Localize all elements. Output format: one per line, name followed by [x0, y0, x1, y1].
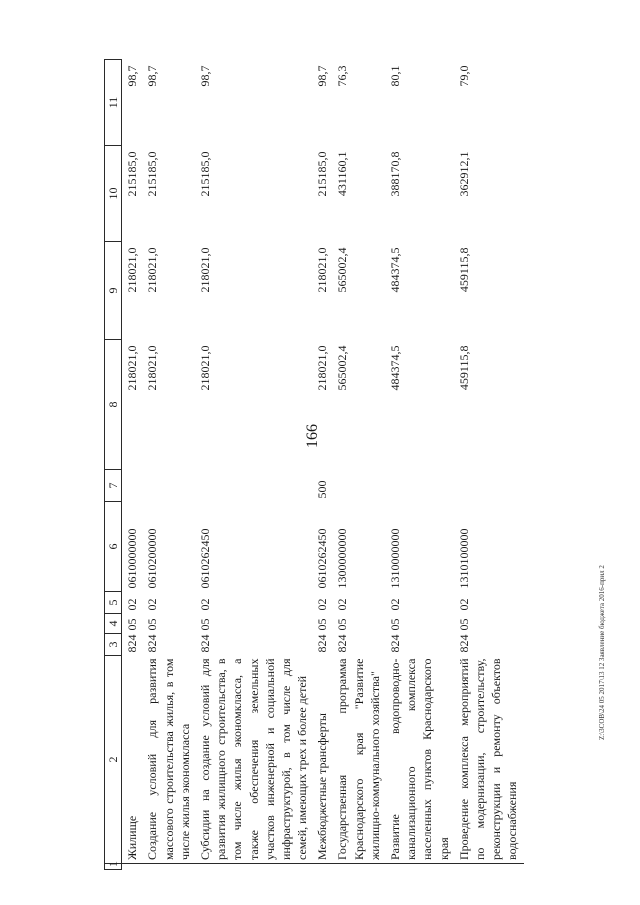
cell-plan: 565002,4	[335, 345, 350, 391]
table-row	[122, 60, 144, 870]
cell-pct: 80,1	[388, 65, 402, 87]
cell-name: Субсидии на создание условий для развития жилищного строительства, в том числе жилья экономкласса, а также обеспечения земельных участков инженерной и социальной инфраструктурой, в том числе для семей, имеющих трех и более детей	[196, 656, 313, 864]
cell-csr: 0610200000	[145, 528, 160, 589]
cell-plan: 218021,0	[145, 345, 160, 391]
table-row	[455, 60, 524, 870]
cell-pr: 02	[197, 598, 212, 611]
cell-csr: 1310100000	[456, 528, 471, 589]
cell-plan: 459115,8	[456, 345, 471, 391]
table-row	[386, 60, 455, 870]
cell-blank	[386, 864, 455, 870]
cell-vr	[333, 470, 386, 502]
cell-blank	[313, 864, 333, 870]
cell-plan: 218021,0	[197, 345, 212, 391]
cell-isp: 215185,0	[197, 151, 212, 197]
header-col-4: 4	[105, 614, 122, 634]
cell-utv: 218021,0	[145, 247, 160, 293]
header-col-10: 10	[105, 146, 122, 242]
table-row	[143, 60, 196, 870]
header-col-7: 7	[105, 470, 122, 502]
table-header	[105, 60, 122, 870]
header-col-2: 2	[105, 656, 122, 864]
cell-plan: 484374,5	[388, 345, 402, 391]
cell-name: Создание условий для развития массового строительства жилья, в том числе жилья экономкласса	[143, 656, 196, 864]
cell-name: Развитие водопроводно-канализационного комплекса населенных пунктов Краснодарского края	[386, 656, 455, 864]
page-number: 166	[304, 424, 321, 448]
table-row	[333, 60, 386, 870]
table-row	[313, 60, 333, 870]
cell-ved: 824	[315, 634, 330, 653]
header-col-6: 6	[105, 502, 122, 592]
cell-rz: 05	[197, 618, 212, 631]
cell-isp: 215185,0	[125, 151, 140, 197]
cell-utv: 565002,4	[335, 247, 350, 293]
cell-rz: 05	[145, 618, 160, 631]
header-col-1: 1	[105, 864, 122, 870]
cell-isp: 431160,1	[335, 151, 350, 197]
header-col-5: 5	[105, 592, 122, 614]
cell-vr	[122, 470, 144, 502]
cell-blank	[196, 864, 313, 870]
cell-vr	[455, 470, 524, 502]
cell-pr: 02	[335, 598, 350, 611]
cell-isp: 215185,0	[315, 151, 330, 197]
cell-blank	[455, 864, 524, 870]
cell-name: Проведение комплекса мероприятий по модернизации, строительству, реконструкции и ремонту объектов водоснабжения	[455, 656, 524, 864]
cell-blank	[122, 864, 144, 870]
cell-ved: 824	[335, 634, 350, 653]
budget-table	[104, 59, 524, 870]
cell-rz: 05	[125, 618, 140, 631]
cell-rz: 05	[456, 618, 471, 631]
cell-pr: 02	[125, 598, 140, 611]
cell-ved: 824	[197, 634, 212, 653]
header-col-8: 8	[105, 340, 122, 470]
header-col-11: 11	[105, 60, 122, 146]
cell-pct: 98,7	[125, 65, 140, 87]
header-row	[105, 60, 122, 870]
cell-csr: 1310000000	[388, 528, 402, 589]
cell-utv: 218021,0	[197, 247, 212, 293]
cell-pr: 02	[456, 598, 471, 611]
table-body	[122, 60, 524, 870]
header-col-9: 9	[105, 242, 122, 340]
cell-isp: 362912,1	[456, 151, 471, 197]
cell-vr	[143, 470, 196, 502]
cell-ved: 824	[456, 634, 471, 653]
cell-plan: 218021,0	[125, 345, 140, 391]
footer-file-path: Z:\3COB\24 05 2017\13 12 Заявление бюджета 2016-прил 2	[598, 565, 606, 740]
cell-isp: 215185,0	[145, 151, 160, 197]
cell-blank	[333, 864, 386, 870]
cell-rz: 05	[315, 618, 330, 631]
table-row	[196, 60, 313, 870]
cell-plan: 218021,0	[315, 345, 330, 391]
cell-pct: 98,7	[197, 65, 212, 87]
header-col-3: 3	[105, 634, 122, 656]
cell-csr: 1300000000	[335, 528, 350, 589]
cell-utv: 218021,0	[125, 247, 140, 293]
cell-ved: 824	[145, 634, 160, 653]
cell-rz: 05	[388, 618, 402, 631]
cell-rz: 05	[335, 618, 350, 631]
cell-utv: 459115,8	[456, 247, 471, 293]
cell-pr: 02	[388, 598, 402, 611]
cell-csr: 0610000000	[125, 528, 140, 589]
cell-blank	[143, 864, 196, 870]
cell-pct: 79,0	[456, 65, 471, 87]
cell-pct: 98,7	[145, 65, 160, 87]
cell-utv: 484374,5	[388, 247, 402, 293]
cell-vr: 500	[315, 480, 330, 499]
cell-pr: 02	[145, 598, 160, 611]
cell-csr: 0610262450	[315, 528, 330, 589]
cell-pct: 76,3	[335, 65, 350, 87]
cell-ved: 824	[125, 634, 140, 653]
cell-ved: 824	[388, 634, 402, 653]
cell-vr	[386, 470, 455, 502]
cell-name: Жилище	[122, 656, 144, 864]
cell-isp: 388170,8	[388, 151, 402, 197]
cell-vr	[196, 470, 313, 502]
cell-name: Государственная программа Краснодарского края "Развитие жилищно-коммунального хозяйства"	[333, 656, 386, 864]
cell-name: Межбюджетные трансферты	[313, 656, 333, 864]
cell-csr: 0610262450	[197, 528, 212, 589]
cell-utv: 218021,0	[315, 247, 330, 293]
cell-pr: 02	[315, 598, 330, 611]
cell-pct: 98,7	[315, 65, 330, 87]
budget-table-rotated	[104, 60, 584, 870]
